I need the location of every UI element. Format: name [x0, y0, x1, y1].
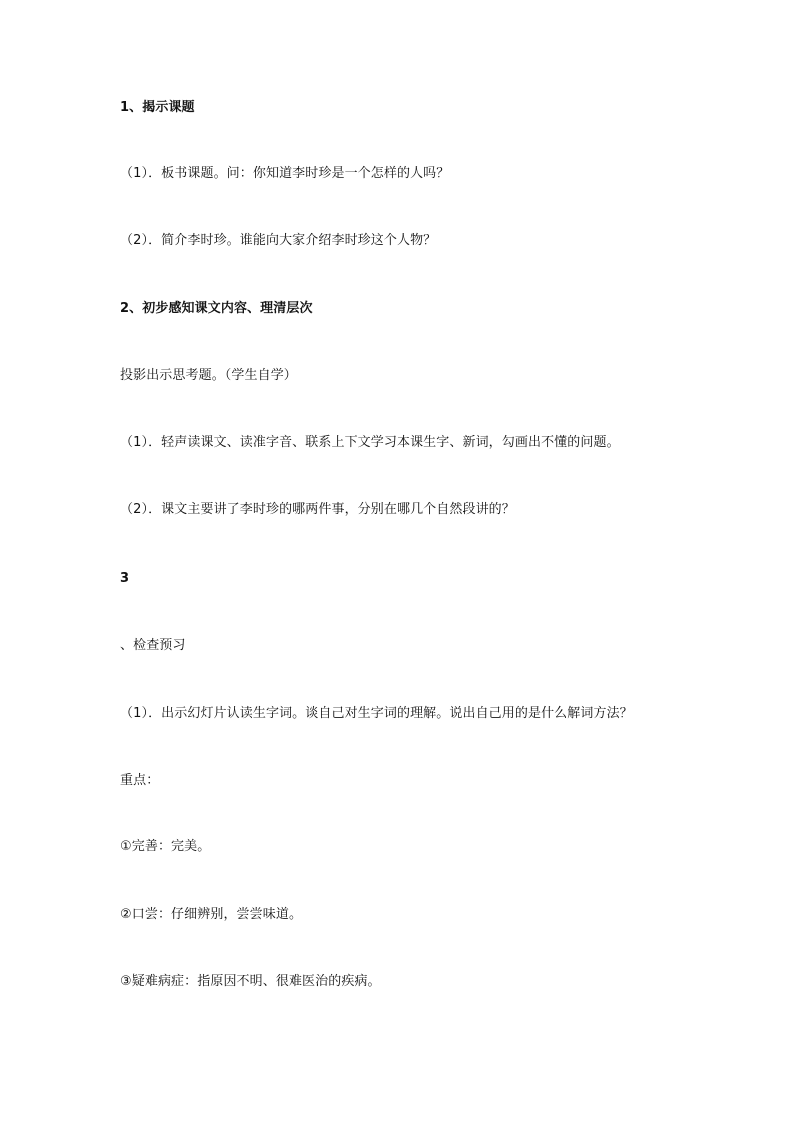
key-points-label: 重点： — [120, 773, 160, 788]
paragraph-line-5: （2）．课文主要讲了李时珍的哪两件事，分别在哪几个自然段讲的？ — [120, 502, 515, 517]
paragraph-line-1: （1）．板书课题。问：你知道李时珍是一个怎样的人吗？ — [120, 166, 450, 181]
section-heading-1: 1、揭示课题 — [120, 100, 195, 115]
key-point-2: ②口尝：仔细辨别，尝尝味道。 — [120, 907, 303, 922]
section-heading-3: 、检查预习 — [120, 638, 186, 653]
paragraph-line-6: （1）．出示幻灯片认读生字词。谈自己对生字词的理解。说出自己用的是什么解词方法？ — [120, 706, 633, 721]
key-point-1: ①完善：完美。 — [120, 839, 211, 854]
section-number-3: 3 — [120, 571, 130, 586]
section-heading-2: 2、初步感知课文内容、理清层次 — [120, 301, 313, 316]
paragraph-line-3: 投影出示思考题。（学生自学） — [120, 368, 297, 383]
paragraph-line-4: （1）．轻声读课文、读准字音、联系上下文学习本课生字、新词，勾画出不懂的问题。 — [120, 435, 620, 450]
key-point-3: ③疑难病症：指原因不明、很难医治的疾病。 — [120, 974, 381, 989]
paragraph-line-2: （2）．简介李时珍。谁能向大家介绍李时珍这个人物？ — [120, 233, 437, 248]
